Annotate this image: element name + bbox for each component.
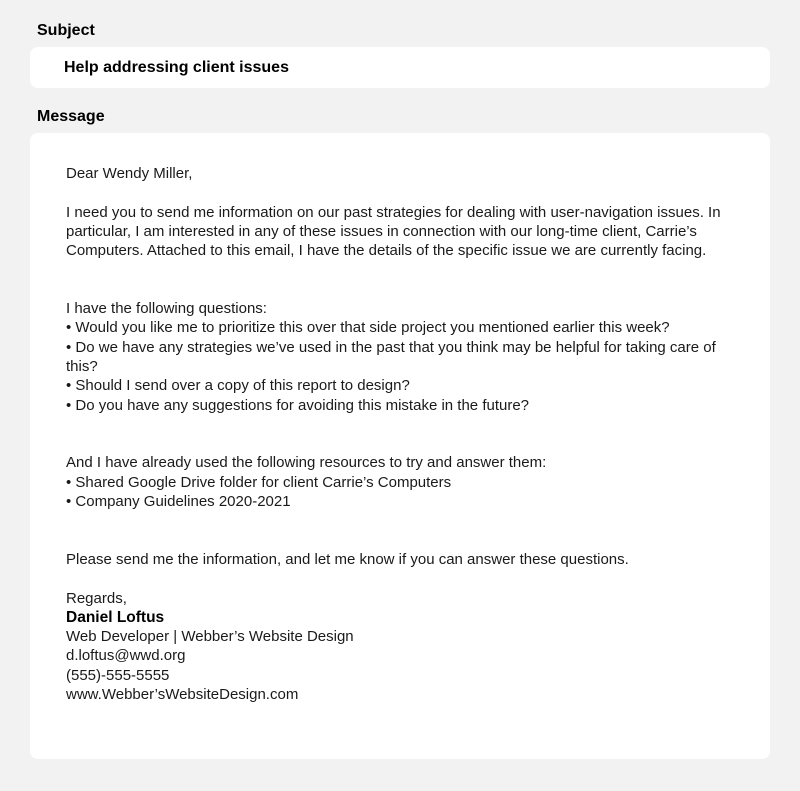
list-item: • Should I send over a copy of this report to design? [66, 377, 410, 395]
list-item: • Company Guidelines 2020-2021 [66, 493, 291, 511]
signature-name: Daniel Loftus [66, 608, 165, 626]
subject-value: Help addressing client issues [64, 59, 289, 76]
message-body-field[interactable] [30, 133, 770, 759]
message-greeting: Dear Wendy Miller, [66, 165, 193, 182]
list-item: • Do we have any strategies we’ve used in the past that you think may be helpful for taking care of this? [66, 338, 716, 375]
message-paragraph: I need you to send me information on our past strategies for dealing with user-navigation issues. In particular, I am interested in any of these issues in connection with our long-time client, Carrie’s Computers. Attached to this email, I have the details of the specific issue we are currently facing. [66, 203, 721, 260]
subject-field[interactable] [30, 47, 770, 88]
resources-list [66, 473, 734, 512]
list-item: • Would you like me to prioritize this over that side project you mentioned earlier this week? [66, 319, 670, 337]
list-item: • Shared Google Drive folder for client Carrie’s Computers [66, 473, 452, 491]
list-item: • Do you have any suggestions for avoiding this mistake in the future? [66, 396, 530, 414]
resources-intro: And I have already used the following resources to try and answer them: [66, 454, 547, 472]
message-label: Message [37, 108, 105, 125]
subject-label: Subject [37, 22, 95, 39]
questions-intro: I have the following questions: [66, 300, 267, 318]
signature-phone: (555)-555-5555 [66, 666, 170, 684]
signature-email: d.loftus@wwd.org [66, 647, 186, 665]
signature-title: Web Developer | Webber’s Website Design [66, 628, 354, 646]
signoff: Regards, [66, 589, 127, 607]
closing-request: Please send me the information, and let me know if you can answer these questions. [66, 550, 629, 568]
questions-list [66, 318, 734, 414]
signature-website: www.Webber’sWebsiteDesign.com [66, 686, 299, 704]
